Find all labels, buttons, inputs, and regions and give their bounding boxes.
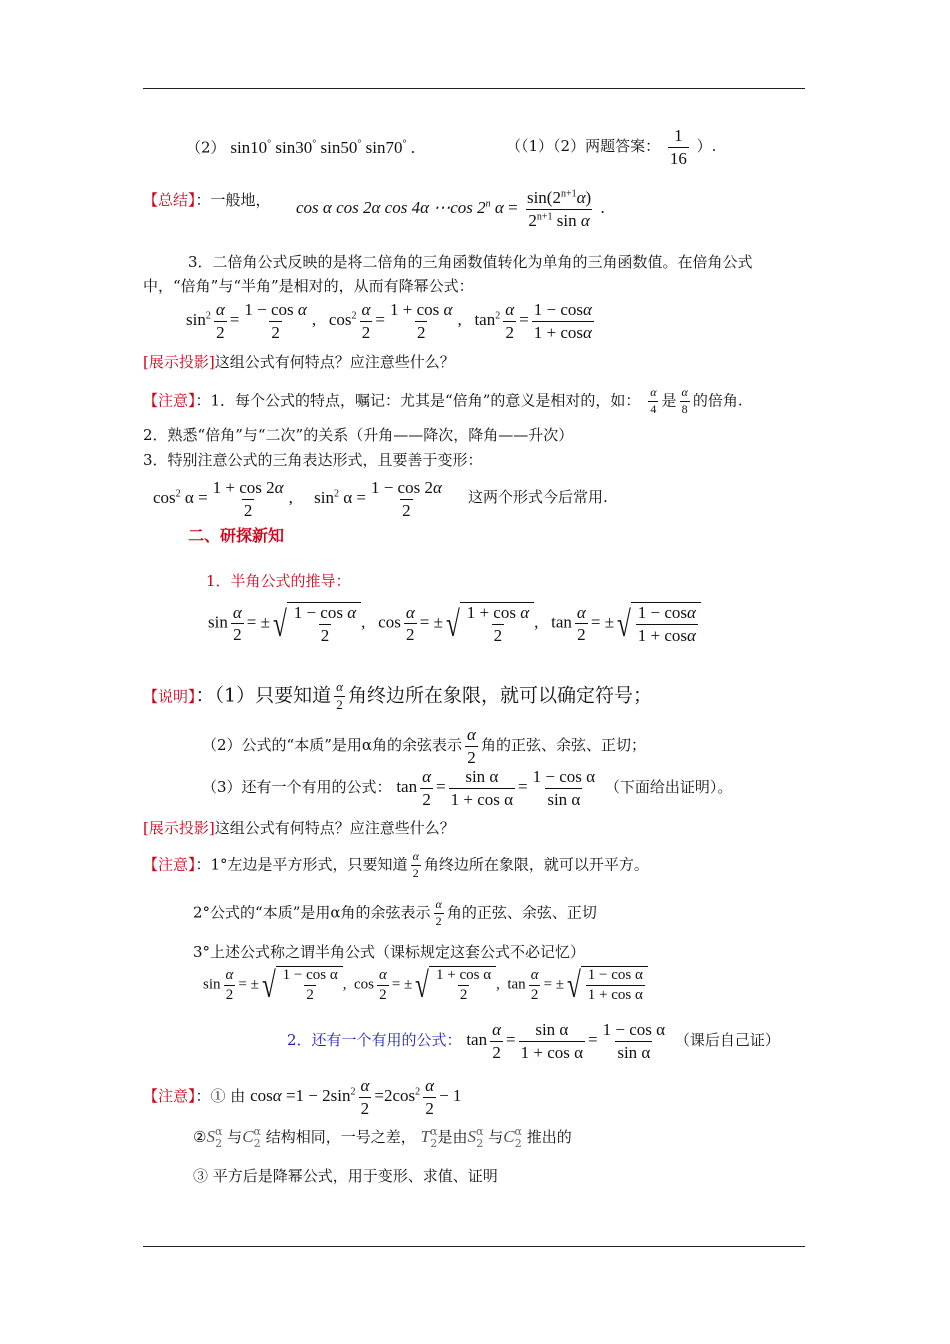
explain3-b: （下面给出证明）。 xyxy=(604,777,733,796)
answer-line xyxy=(506,126,716,168)
answer-denominator: 16 xyxy=(669,148,687,168)
answer-prefix: （（1）（2）两题答案： xyxy=(506,137,661,156)
answer-suffix: ）. xyxy=(696,137,717,156)
header-rule xyxy=(143,88,805,89)
note3-2c: 结构相同，一号之差， xyxy=(265,1128,416,1147)
para3-line2: 中，“倍角”与“半角”是相对的，从而有降幂公式： xyxy=(143,277,474,295)
formula-sin-product: sin10° sin30° sin50° sin70° . xyxy=(230,137,415,157)
note3-line-1: 【注意】：① 由 $\cos\alpha =1 - 2\sin^2$ $\frac{\alpha}{2}$ $=2\cos^2$ $\frac{\alpha}{2}$ − 1 xyxy=(143,1076,462,1118)
projection-line-2 xyxy=(143,818,455,838)
note3-tag: 【注意】 xyxy=(143,1086,196,1105)
note2-tag: 【注意】 xyxy=(143,855,196,874)
note3-2d: 是由 xyxy=(437,1128,468,1147)
note2-1a: ：1°左边是平方形式，只要知道 xyxy=(195,855,408,874)
example-label: （2） xyxy=(186,138,226,157)
note2-2a: 2°公式的“本质”是用α角的余弦表示 xyxy=(193,903,431,922)
explain-line-2: （2）公式的“本质”是用α角的余弦表示 $\frac{\alpha}{2}$ 角的正弦、余弦、正切； xyxy=(202,725,646,767)
note3-2e: 与 xyxy=(488,1128,504,1147)
double-angle-forms: $\cos^2 \alpha$ = $\frac{1 + \cos 2\alpha}{2}$ , $\sin^2 \alpha$ = $\frac{1 - \cos 2\alpha}{2}$ xyxy=(153,478,442,520)
note3-line-3: ③ 平方后是降幂公式，用于变形、求值、证明 xyxy=(193,1167,498,1185)
projection-tag: [展示投影] xyxy=(143,353,215,371)
note2-1b: 角终边所在象限，就可以开平方。 xyxy=(423,855,649,874)
para3-line1: 3．二倍角公式反映的是将二倍角的三角函数值转化为单角的三角函数值。在倍角公式 xyxy=(188,253,753,271)
explain-tag: 【说明】 xyxy=(143,687,196,706)
projection2-tag: [展示投影] xyxy=(143,819,215,837)
note3-2f: 推出的 xyxy=(526,1128,572,1147)
explain1-a: ：（1）只要知道 xyxy=(195,684,332,707)
note-line-3: 3．特别注意公式的三角表达形式，且要善于变形： xyxy=(143,451,483,469)
note3-2a: ② xyxy=(193,1128,207,1147)
note3-2b: 与 xyxy=(227,1128,243,1147)
formula-cos-product: cos α cos 2α cos 4α ⋯cos 2$^n$ α = $\frac{\sin(2^{n+1}\alpha)}{2^{n+1} \sin \alpha}$ . xyxy=(296,188,605,230)
projection-line-1 xyxy=(143,352,455,372)
note2-line-1: 【注意】：1°左边是平方形式，只要知道 $\frac{\alpha}{2}$ 角终边所在象限，就可以开平方。 xyxy=(143,849,649,880)
subsection-2-line: 2．还有一个有用的公式： tan $\frac{\alpha}{2}$ = $\frac{\text{sin α}}{\text{1 + cos α}}$ = $\frac{\text{1 − cos α}}{\text{sin α}}$ （课后自己证） xyxy=(287,1020,780,1062)
projection-text: 这组公式有何特点？应注意些什么？ xyxy=(214,353,455,371)
note2-2b: 角的正弦、余弦、正切 xyxy=(446,903,597,922)
subsection-2-title: 2．还有一个有用的公式： xyxy=(287,1030,462,1049)
footer-rule xyxy=(143,1246,805,1247)
power-reduction-formulas: $\sin^2$ $\frac{\alpha}{2}$ = $\frac{\text{1 − cos α}}{2}$ , $\cos^2$ $\frac{\alpha}{2}$ = $\frac{\text{1 + cos α}}{2}$ , $\tan^2$ $\frac{\alpha}{2}$ = $\frac{1 - \cos\alpha}{1 + \cos\alpha}$ xyxy=(186,300,592,342)
note1-end: 的倍角. xyxy=(692,391,743,410)
explain1-b: 角终边所在象限，就可以确定符号； xyxy=(347,684,652,707)
projection2-text: 这组公式有何特点？应注意些什么？ xyxy=(214,819,455,837)
example-2-line xyxy=(186,134,415,158)
note-tag: 【注意】 xyxy=(143,391,196,410)
note-line-2: 2．熟悉“倍角”与“二次”的关系（升角——降次，降角——升次） xyxy=(143,426,574,444)
summary-text: ：一般地， xyxy=(195,191,271,209)
note2-line-2: 2°公式的“本质”是用α角的余弦表示 $\frac{\alpha}{2}$ 角的正弦、余弦、正切 xyxy=(193,897,597,928)
note3-tail: 这两个形式今后常用. xyxy=(468,488,608,506)
explain2-a: （2）公式的“本质”是用α角的余弦表示 xyxy=(202,736,463,755)
section-2-title: 二、研探新知 xyxy=(188,526,285,545)
explain2-b: 角的正弦、余弦、正切； xyxy=(480,736,646,755)
note-line-1: 【注意】：1．每个公式的特点，嘱记：尤其是“倍角”的意义是相对的，如： $\frac{\alpha}{4}$ 是 $\frac{\alpha}{8}$ 的倍角. xyxy=(143,385,743,416)
summary-tag: 【总结】 xyxy=(143,191,196,209)
explain-line-3: （3）还有一个有用的公式： tan $\frac{\alpha}{2}$ = $\frac{\text{sin α}}{\text{1 + cos α}}$ = $\frac{\text{1 − cos α}}{\text{sin α}}$ （下面给出证明）。 xyxy=(202,767,733,809)
answer-numerator: 1 xyxy=(674,126,683,145)
subsection-1-title: 1．半角公式的推导： xyxy=(206,572,351,590)
subsection-2-tail: （课后自己证） xyxy=(674,1030,780,1049)
note3-1a: ：① 由 xyxy=(195,1086,246,1105)
frac-sin-over: $\frac{\sin(2^{n+1}\alpha)}{2^{n+1} \sin \alpha}$ xyxy=(526,188,592,230)
summary-line xyxy=(143,190,271,210)
explain-line-1: 【说明】：（1）只要知道 $\frac{\alpha}{2}$ 角终边所在象限，就可以确定符号； xyxy=(143,679,652,712)
note1-text: ：1．每个公式的特点，嘱记：尤其是“倍角”的意义是相对的，如： xyxy=(195,391,641,410)
answer-fraction xyxy=(668,126,689,168)
note1-mid: 是 xyxy=(661,391,677,410)
note3-line-2: ②S α 2 与C α 2 结构相同，一号之差， T α 2 是由S α 2 与C α 2 推出的 xyxy=(193,1125,572,1151)
explain3-a: （3）还有一个有用的公式： xyxy=(202,777,392,796)
half-angle-formulas: sin $\frac{\alpha}{2}$ = ± √ $\frac{\text{1 − cos α}}{2}$ , cos $\frac{\alpha}{2}$ = ± √ $\frac{\text{1 + cos α}}{2}$ , tan $\frac{\alpha}{2}$ = ± √ $\frac{1 - \cos\alpha}{1 + \cos\alpha}$ xyxy=(208,602,701,645)
note2-line-3: 3°上述公式称之谓半角公式（课标规定这套公式不必记忆） xyxy=(193,943,586,961)
half-angle-formulas-2: sin $\frac{\alpha}{2}$ = ± √ $\frac{\text{1 − cos α}}{2}$ , cos $\frac{\alpha}{2}$ = ± √ $\frac{\text{1 + cos α}}{2}$ , tan $\frac{\alpha}{2}$ = ± √ $\frac{\text{1 − cos α}}{\text{1 + cos α}}$ xyxy=(203,966,648,1005)
